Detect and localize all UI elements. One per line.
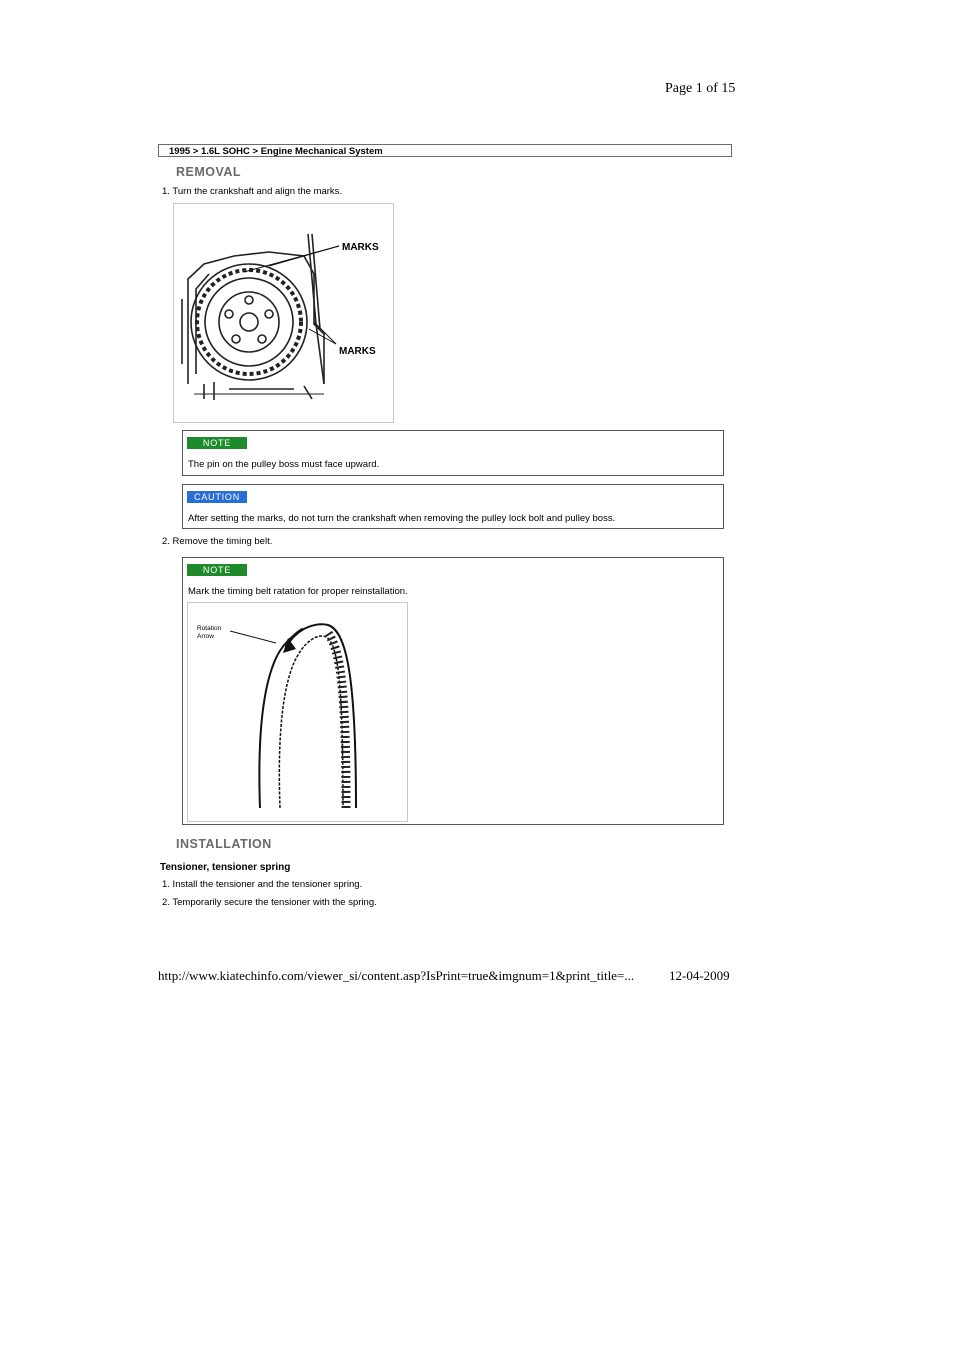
- note-box-pin: [182, 430, 724, 476]
- caution-tag: CAUTION: [187, 491, 247, 503]
- marks-label-bottom: MARKS: [339, 346, 376, 357]
- timing-belt-figure: [187, 602, 408, 822]
- marks-label-top: MARKS: [342, 242, 379, 253]
- note-text: Mark the timing belt ratation for proper reinstallation.: [188, 586, 408, 597]
- footer-url: http://www.kiatechinfo.com/viewer_si/content.asp?IsPrint=true&imgnum=1&print_title=...: [158, 968, 635, 983]
- installation-step-1: 1. Install the tensioner and the tensioner spring.: [162, 879, 363, 890]
- page-number: Page 1 of 15: [665, 81, 736, 96]
- installation-step-2: 2. Temporarily secure the tensioner with the spring.: [162, 897, 377, 908]
- crankshaft-marks-figure: [173, 203, 394, 423]
- note-tag: NOTE: [187, 437, 247, 449]
- caution-text: After setting the marks, do not turn the crankshaft when removing the pulley lock bolt and pulley boss.: [188, 513, 616, 524]
- note-tag: NOTE: [187, 564, 247, 576]
- crankshaft-diagram: [174, 204, 393, 422]
- breadcrumb: 1995 > 1.6L SOHC > Engine Mechanical System: [158, 144, 732, 157]
- caution-box: [182, 484, 724, 529]
- removal-step-1: 1. Turn the crankshaft and align the marks.: [162, 186, 343, 197]
- rotation-label: Rotation: [197, 625, 222, 632]
- removal-step-2: 2. Remove the timing belt.: [162, 536, 273, 547]
- footer-date: 12-04-2009: [669, 968, 730, 983]
- note-box-rotation: [182, 557, 724, 825]
- timing-belt-diagram: [188, 603, 407, 821]
- removal-title: REMOVAL: [176, 165, 242, 179]
- arrow-label: Arrow: [197, 633, 214, 640]
- installation-title: INSTALLATION: [176, 837, 272, 851]
- note-text: The pin on the pulley boss must face upward.: [188, 459, 380, 470]
- installation-subheading: Tensioner, tensioner spring: [160, 862, 291, 873]
